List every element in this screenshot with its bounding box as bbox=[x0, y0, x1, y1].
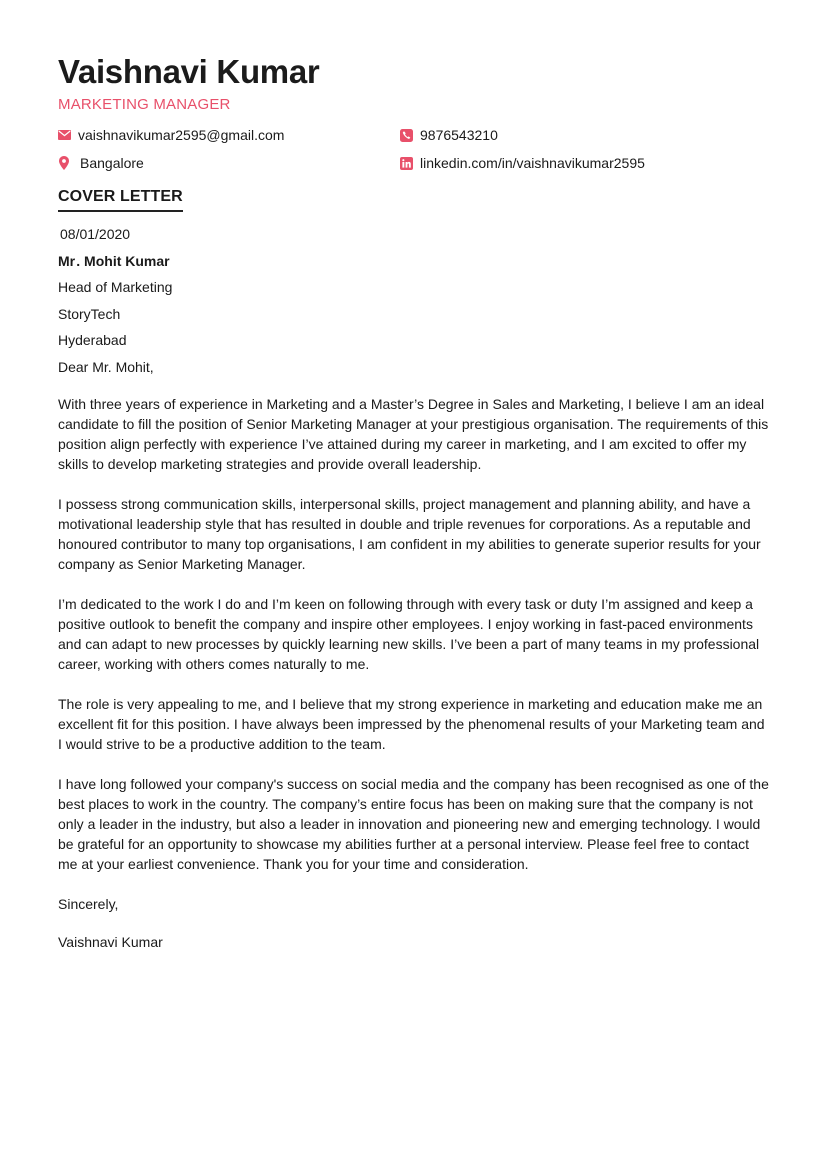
email-text: vaishnavikumar2595@gmail.com bbox=[78, 127, 285, 143]
salutation: Dear Mr. Mohit, bbox=[58, 358, 154, 375]
linkedin-text: linkedin.com/in/vaishnavikumar2595 bbox=[420, 155, 645, 171]
recipient-company: StoryTech bbox=[58, 305, 121, 322]
applicant-role: MARKETING MANAGER bbox=[58, 96, 231, 113]
applicant-name: Vaishnavi Kumar bbox=[58, 53, 320, 90]
letter-header bbox=[58, 221, 770, 380]
phone-text: 9876543210 bbox=[420, 127, 498, 143]
body-paragraph: I’m dedicated to the work I do and I’m keen on following through with every task or duty I’m assigned and keep a positive outlook to benefit the company and inspire other employees. I enjoy working in fast-paced environments and can adapt to new processes by quickly learning new skills. I’ve been a part of many teams in my professional career, working with others comes naturally to me. bbox=[58, 596, 760, 672]
letter-signoff bbox=[58, 894, 770, 952]
envelope-icon bbox=[58, 130, 71, 140]
recipient-city: Hyderabad bbox=[58, 332, 127, 348]
body-paragraph: The role is very appealing to me, and I believe that my strong experience in marketing and education make me an excellent fit for this position. I have always been impressed by the phenomenal results of your Marketing team and I would strive to be a productive addition to the team. bbox=[58, 696, 765, 752]
linkedin-icon bbox=[400, 157, 413, 170]
letter-date: 08/01/2020 bbox=[60, 226, 131, 242]
recipient-title: Head of Marketing bbox=[58, 279, 173, 295]
recipient-name: Mr . Mohit Kumar bbox=[58, 252, 170, 269]
location-text: Bangalore bbox=[80, 155, 144, 171]
closing: Sincerely, bbox=[58, 896, 119, 912]
body-paragraph: With three years of experience in Marketing and a Master’s Degree in Sales and Marketing, I believe I am an ideal candidate to fill the position of Senior Marketing Manager at your prestigious organisation. The requirements of this position align perfectly with experience I’ve attained during my career in marketing, and I am excited to offer my skills to develop marketing strategies and provide overall leadership. bbox=[58, 396, 769, 472]
map-pin-icon bbox=[59, 156, 69, 170]
contact-info bbox=[58, 126, 770, 188]
contact-email[interactable] bbox=[58, 126, 284, 144]
contact-location bbox=[58, 154, 144, 172]
contact-linkedin[interactable] bbox=[400, 154, 645, 172]
body-paragraph: I have long followed your company's success on social media and the company has been recognised as one of the best places to work in the country. The company’s entire focus has been on making sure that the company is not only a leader in the industry, but also a leader in innovation and pioneering new and emerging technology. I would be grateful for an opportunity to showcase my abilities further at a personal interview. Please feel free to contact me at your earliest convenience. Thank you for your time and consideration. bbox=[58, 776, 769, 872]
body-paragraph: I possess strong communication skills, interpersonal skills, project management and planning ability, and have a motivational leadership style that has resulted in double and triple revenues for corporations. As a reputable and honoured contributor to many top organisations, I am confident in my abilities to generate superior results for your company as Senior Marketing Manager. bbox=[58, 496, 761, 572]
letter-body bbox=[58, 394, 770, 874]
section-title-cover-letter: COVER LETTER bbox=[58, 188, 183, 212]
signature-name: Vaishnavi Kumar bbox=[58, 934, 163, 950]
phone-icon bbox=[400, 129, 413, 142]
cover-letter-page bbox=[58, 52, 770, 952]
contact-phone[interactable] bbox=[400, 126, 498, 144]
